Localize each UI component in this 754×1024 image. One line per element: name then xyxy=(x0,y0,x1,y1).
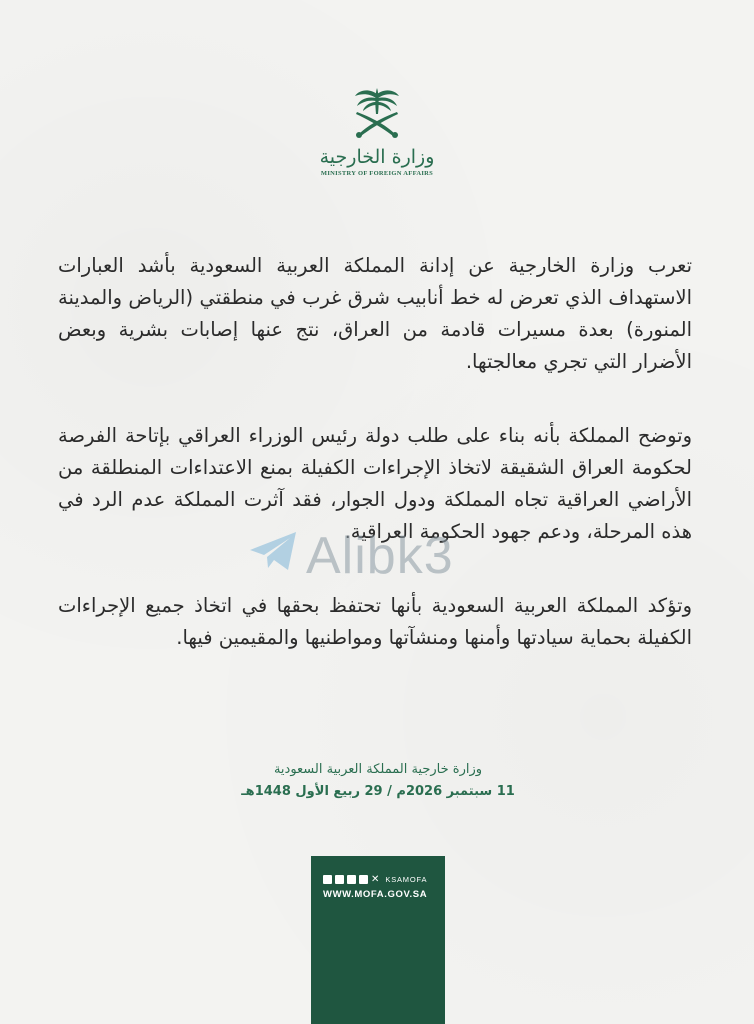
linkedin-icon[interactable] xyxy=(323,875,332,884)
facebook-icon[interactable] xyxy=(347,875,356,884)
paragraph-1: تعرب وزارة الخارجية عن إدانة المملكة العربية السعودية بأشد العبارات الاستهداف الذي تعرض له خط أنابيب شرق غرب في منطقتي (الرياض والمدينة المنورة) بعدة مسيرات قادمة من العراق، نتج عنها إصابات بشرية وبعض الأضرار التي تجري معالجتها. xyxy=(58,254,692,373)
telegram-icon xyxy=(248,528,300,574)
watermark xyxy=(248,520,528,590)
x-icon[interactable]: ✕ xyxy=(371,873,380,885)
footer-box xyxy=(311,856,445,1024)
signature-block xyxy=(220,760,536,802)
palm-swords-emblem-icon xyxy=(345,84,409,144)
issuer-name: وزارة خارجية المملكة العربية السعودية xyxy=(273,762,483,777)
statement-body xyxy=(58,250,692,696)
instagram-icon[interactable] xyxy=(359,875,368,884)
youtube-icon[interactable] xyxy=(335,875,344,884)
paragraph-3: وتؤكد المملكة العربية السعودية بأنها تحتفظ بحقها في اتخاذ جميع الإجراءات الكفيلة بحماية سيادتها وأمنها ومنشآتها ومواطنيها والمقيمين فيها. xyxy=(58,594,692,649)
ministry-logo xyxy=(317,84,437,194)
paragraph-2: وتوضح المملكة بأنه بناء على طلب دولة رئيس الوزراء العراقي بإتاحة الفرصة لحكومة العراق الشقيقة لاتخاذ الإجراءات الكفيلة بمنع الاعتداءات المنطلقة من الأراضي العراقية تجاه المملكة ودول الجوار، فقد آثرت المملكة عدم الرد في هذه المرحلة، ودعم جهود الحكومة العراقية. xyxy=(58,424,692,543)
social-links xyxy=(323,873,427,885)
website-link[interactable]: WWW.MOFA.GOV.SA xyxy=(323,889,428,900)
watermark-text: Alibk3 xyxy=(306,527,454,585)
social-handle: KSAMOFA xyxy=(385,874,428,884)
ministry-name-arabic: وزارة الخارجية xyxy=(319,146,435,168)
ministry-name-english: MINISTRY OF FOREIGN AFFAIRS xyxy=(320,170,434,177)
issue-date: 11 سبتمبر 2026م / 29 ربيع الأول 1448هـ xyxy=(241,784,515,799)
